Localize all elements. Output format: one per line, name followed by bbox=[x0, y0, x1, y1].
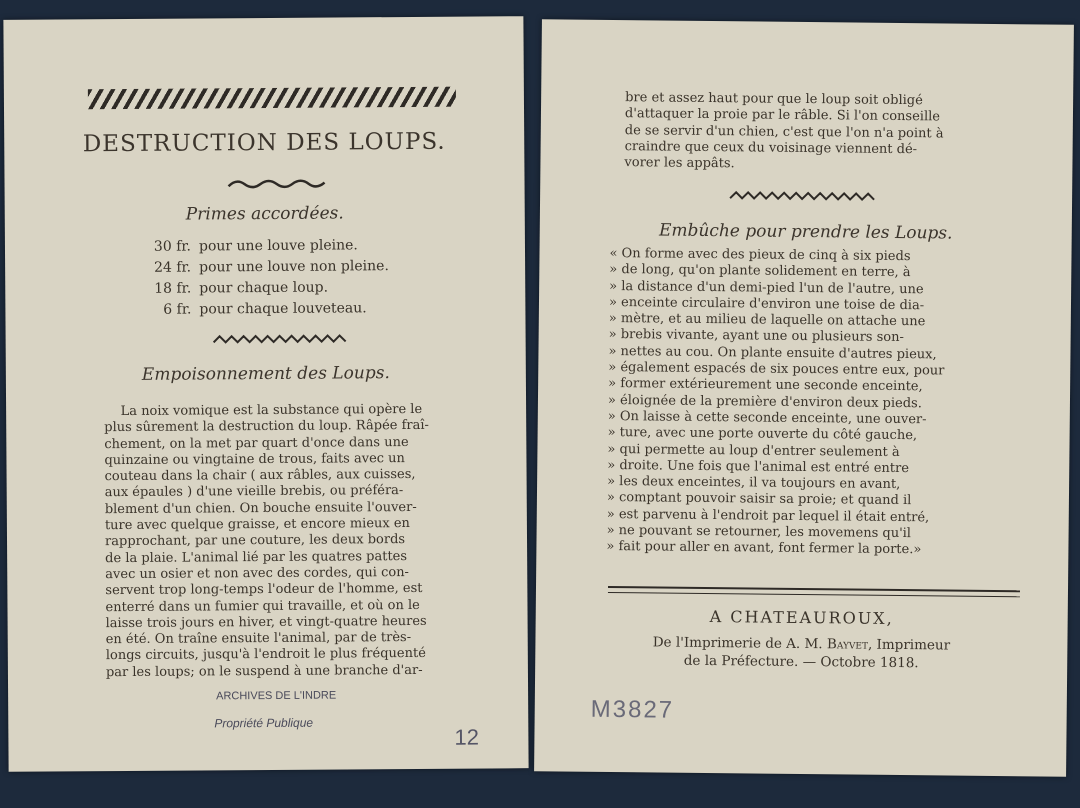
prime-row bbox=[139, 256, 389, 279]
prime-amount: 18 fr. bbox=[154, 280, 192, 297]
poison-heading: Empoisonnement des Loups. bbox=[141, 363, 390, 385]
prime-row bbox=[139, 277, 389, 300]
continuation-text: bre et assez haut pour que le loup soit obligé d'attaquer la proie par le râble. Si l'on conseille de se servir d'un chien, c'est que l'on n'a point à craindre que ceux du voisinage viennent dé- vorer les appâts. bbox=[624, 90, 944, 172]
handwritten-reference: M3827 bbox=[590, 695, 675, 724]
prime-amount: 6 fr. bbox=[163, 301, 192, 318]
imprint-suffix: , Imprimeur bbox=[867, 636, 951, 654]
prime-row bbox=[139, 235, 389, 258]
imprint-city: A CHATEAUROUX, bbox=[709, 607, 894, 628]
printer-name: Bayvet bbox=[826, 636, 869, 653]
prime-label: pour chaque loup. bbox=[199, 279, 329, 297]
zigzag-divider bbox=[728, 189, 878, 203]
left-page bbox=[3, 16, 528, 772]
handwritten-page-number: 12 bbox=[454, 724, 479, 750]
imprint-rule-thick bbox=[608, 586, 1020, 592]
archive-stamp-line1: ARCHIVES DE L'INDRE bbox=[216, 689, 337, 703]
primes-heading: Primes accordées. bbox=[185, 203, 344, 225]
right-page bbox=[534, 19, 1074, 777]
archive-stamp-line2: Propriété Publique bbox=[214, 715, 314, 731]
poison-body-text: La noix vomique est la substance qui opère le plus sûrement la destruction du loup. Râpée fraî- chement, on la met par quart d'once dans une quinzaine ou vingtaine de trous, faits avec un couteau dans la chair ( aux râbles, aux cuisses, aux épaules ) d'une vieille brebis, ou préféra- blement d'un chien. On bouche ensuite l'ouver- ture avec quelque graisse, et encore mieux en rapprochant, par une couture, les deux bords de la plaie. L'animal lié par les quatres pattes avec un osier et non avec des cordes, qui con- servent trop long-temps l'odeur de l'homme, est enterré dans un fumier qui travaille, et où on le laisse trois jours en hiver, et vingt-quatre heures en été. On traîne ensuite l'animal, par de très- longs circuits, jusqu'à l'endroit le plus fréquenté par les loups; on le suspend à une branche d'ar- bbox=[104, 401, 429, 680]
prime-amount: 24 fr. bbox=[153, 259, 192, 276]
imprint-prefix: De l'Imprimerie de A. M. bbox=[652, 634, 828, 653]
prime-label: pour une louve pleine. bbox=[198, 237, 358, 255]
page-title: DESTRUCTION DES LOUPS. bbox=[82, 128, 446, 158]
imprint-rule-thin bbox=[608, 592, 1020, 597]
imprint-line2: de la Préfecture. — Octobre 1818. bbox=[683, 652, 919, 672]
squiggle-divider bbox=[226, 178, 326, 191]
ornament-border bbox=[88, 87, 456, 110]
ambuche-body-text: « On forme avec des pieux de cinq à six pieds » de long, qu'on plante solidement en terre, à » la distance d'un demi-pied l'un de l'autre, une » enceinte circulaire d'environ une toise de dia- » mètre, et au milieu de laquelle on attache une » brebis vivante, ayant une ou plusieurs son- » nettes au cou. On plante ensuite d'autres pieux, » également espacés de six pouces entre eux, pour » former extérieurement une seconde enceinte, » éloignée de la première d'environ deux pieds. » On laisse à cette seconde enceinte, une ouver- » ture, avec une porte ouverte du côté gauche, » qui permette au loup d'entrer seulement à » droite. Une fois que l'animal est entré entre » les deux enceintes, il va toujours en avant, » comptant pouvoir saisir sa proie; et quand il » est parvenu à l'endroit par lequel il était entré, » ne pouvant se retourner, les movemens qu'il » fait pour aller en avant, font fermer la porte.» bbox=[606, 245, 945, 558]
prime-row bbox=[139, 298, 389, 321]
prime-amount: 30 fr. bbox=[153, 238, 192, 255]
zigzag-divider bbox=[212, 332, 352, 345]
prime-label: pour chaque louveteau. bbox=[199, 300, 367, 318]
prime-label: pour une louve non pleine. bbox=[199, 258, 389, 276]
primes-list bbox=[139, 235, 389, 321]
ambuche-heading: Embûche pour prendre les Loups. bbox=[658, 220, 953, 244]
